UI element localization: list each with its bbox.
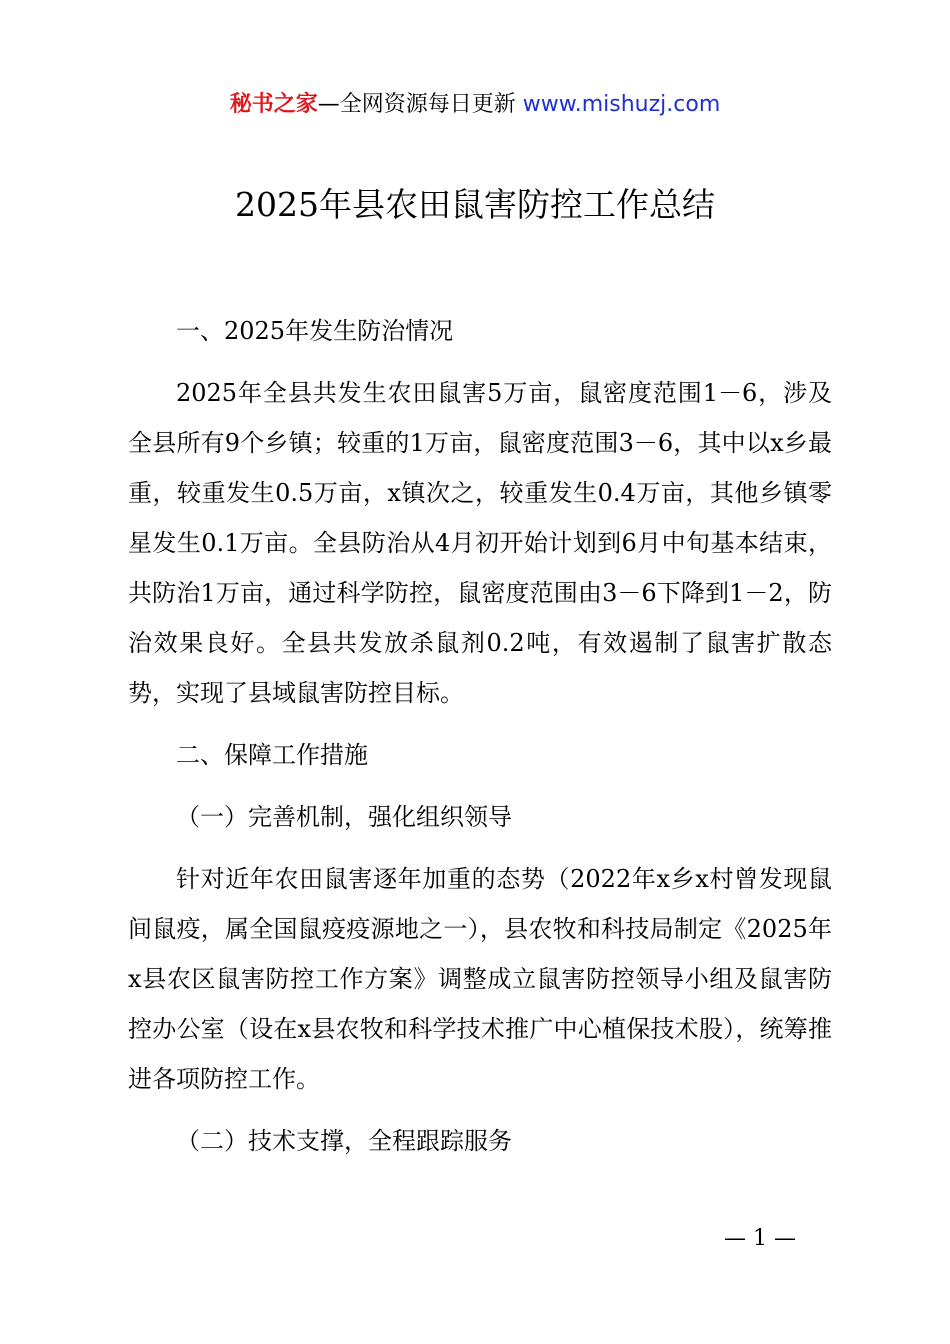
subsection-heading-2: （二）技术支撑，全程跟踪服务 (176, 1127, 512, 1155)
page-number: — 1 — (724, 1226, 796, 1251)
paragraph-mechanism: 针对近年农田鼠害逐年加重的态势（2022年x乡x村曾发现鼠间鼠疫，属全国鼠疫疫源地之一），县农牧和科技局制定《2025年x县农区鼠害防控工作方案》调整成立鼠害防控领导小组及鼠害防控办公室（设在x县农牧和科学技术推广中心植保技术股），统筹推进各项防控工作。 (128, 865, 832, 1093)
site-tagline: —全网资源每日更新 (317, 92, 516, 117)
document-title: 2025年县农田鼠害防控工作总结 (235, 185, 715, 224)
site-header (0, 88, 950, 122)
subsection-heading-1: （一）完善机制，强化组织领导 (176, 803, 512, 831)
section-heading-1: 一、2025年发生防治情况 (176, 317, 454, 345)
paragraph-occurrence: 2025年全县共发生农田鼠害5万亩，鼠密度范围1－6，涉及全县所有9个乡镇；较重的1万亩，鼠密度范围3－6，其中以x乡最重，较重发生0.5万亩，x镇次之，较重发生0.4万亩，其他乡镇零星发生0.1万亩。全县防治从4月初开始计划到6月中旬基本结束，共防治1万亩，通过科学防控，鼠密度范围由3－6下降到1－2，防治效果良好。全县共发放杀鼠剂0.2吨，有效遏制了鼠害扩散态势，实现了县域鼠害防控目标。 (128, 379, 832, 707)
document-body (128, 306, 832, 1178)
site-brand: 秘书之家 (229, 92, 318, 117)
site-url-link[interactable]: www.mishuzj.com (522, 92, 721, 117)
section-heading-2: 二、保障工作措施 (176, 741, 368, 769)
